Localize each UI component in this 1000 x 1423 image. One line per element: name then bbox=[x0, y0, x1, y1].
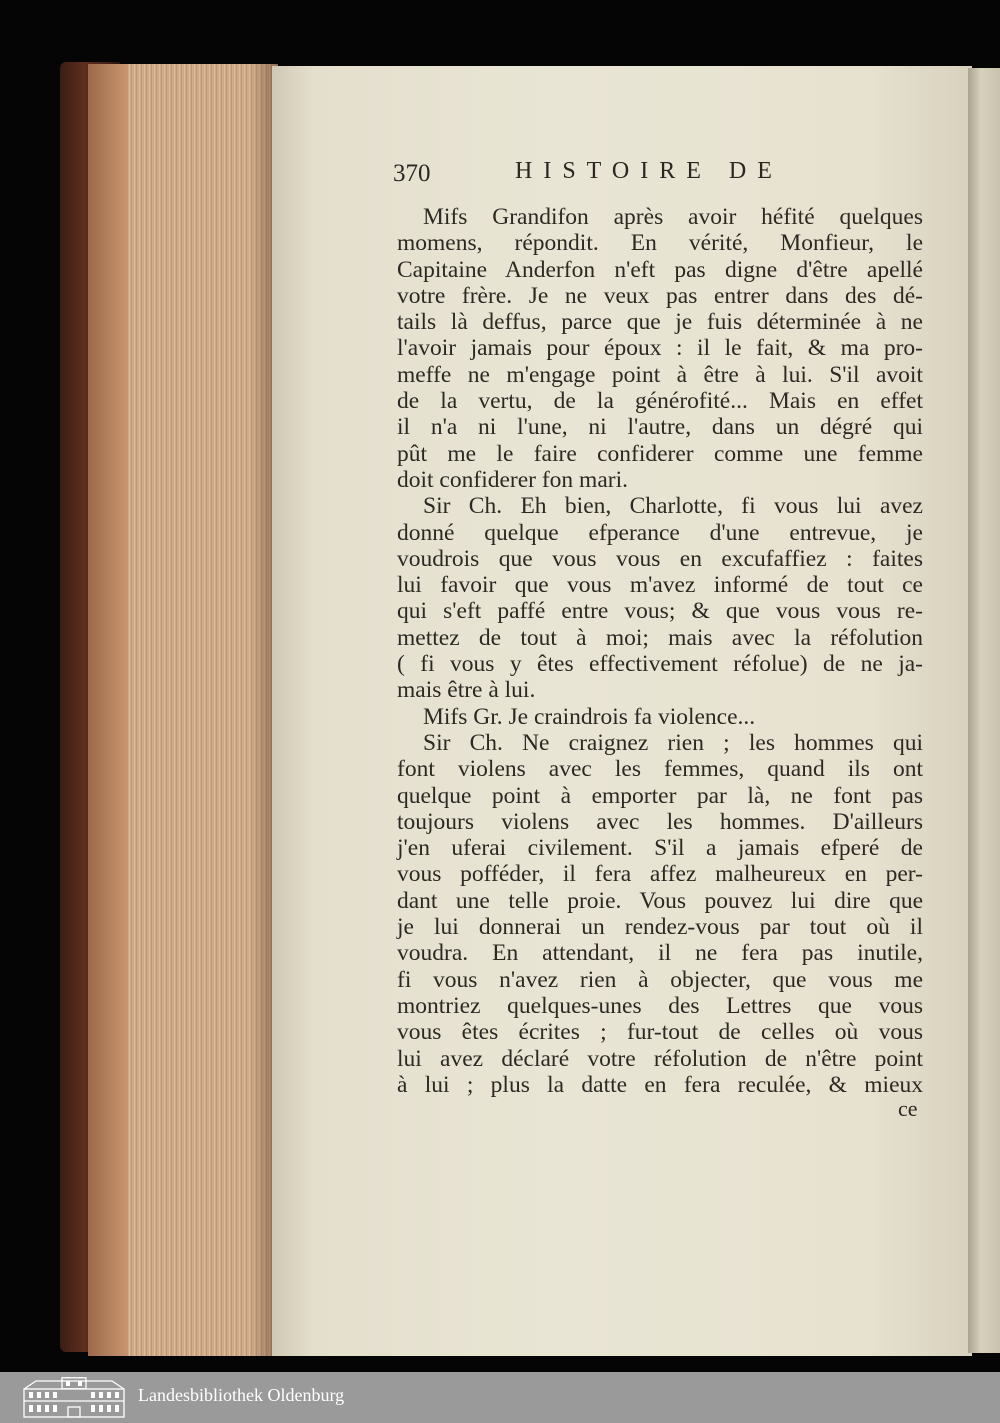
text-line: Capitaine Anderfon n'eft pas digne d'être apellé bbox=[397, 256, 923, 283]
library-name: Landesbibliothek Oldenburg bbox=[138, 1385, 345, 1405]
text-line: meffe ne m'engage point à être à lui. S'il avoit bbox=[397, 361, 923, 388]
text-line: toujours violens avec les hommes. D'ailleurs bbox=[397, 808, 923, 835]
text-line: dant une telle proie. Vous pouvez lui dire que bbox=[397, 887, 923, 914]
library-building-logo bbox=[22, 1377, 126, 1419]
text-line: l'avoir jamais pour époux : il le fait, & ma pro- bbox=[397, 335, 923, 362]
text-line: à lui ; plus la datte en fera reculée, & mieux bbox=[397, 1071, 923, 1098]
text-line: momens, répondit. En vérité, Monfieur, le bbox=[397, 230, 923, 257]
text-line: doit confiderer fon mari. bbox=[397, 466, 628, 493]
page-number: 370 bbox=[393, 160, 431, 187]
text-line: il n'a ni l'une, ni l'autre, dans un dégré qui bbox=[397, 414, 923, 441]
text-line: tails là deffus, parce que je fuis déterminée à ne bbox=[397, 309, 923, 336]
text-line: montriez quelques-unes des Lettres que vous bbox=[397, 992, 923, 1019]
text-line: je lui donnerai un rendez-vous par tout où il bbox=[397, 914, 923, 941]
running-title: HISTOIRE DE bbox=[515, 158, 783, 184]
text-line: Mifs Gr. Je craindrois fa violence... bbox=[423, 703, 756, 730]
text-line: fi vous n'avez rien à objecter, que vous me bbox=[397, 966, 923, 993]
text-line: quelque point à emporter par là, ne font pas bbox=[397, 782, 923, 809]
text-line: ( fi vous y êtes effectivement réfolue) de ne ja- bbox=[397, 651, 923, 678]
text-line: Sir Ch. Eh bien, Charlotte, fi vous lui avez bbox=[423, 493, 923, 520]
body-text bbox=[397, 204, 923, 1098]
text-line: qui s'eft paffé entre vous; & que vous vous re- bbox=[397, 598, 923, 625]
text-line: vous pofféder, il fera affez malheureux en per- bbox=[397, 861, 923, 888]
text-line: donné quelque efperance d'une entrevue, je bbox=[397, 519, 923, 546]
text-line: voudrois que vous vous en excufaffiez : faites bbox=[397, 545, 923, 572]
text-line: Mifs Grandifon après avoir héfité quelques bbox=[423, 204, 923, 230]
text-line: voudra. En attendant, il ne fera pas inutile, bbox=[397, 940, 923, 967]
text-line: pût me le faire confiderer comme une femme bbox=[397, 440, 923, 467]
footer-banner bbox=[0, 1372, 1000, 1423]
text-line: votre frère. Je ne veux pas entrer dans des dé- bbox=[397, 282, 923, 309]
page-header bbox=[393, 158, 933, 192]
text-line: lui favoir que vous m'avez informé de tout ce bbox=[397, 572, 923, 599]
text-line: vous êtes écrites ; fur-tout de celles où vous bbox=[397, 1019, 923, 1046]
text-line: font violens avec les femmes, quand ils ont bbox=[397, 756, 923, 783]
page-edges bbox=[88, 64, 278, 1356]
text-line: de la vertu, de la générofité... Mais en effet bbox=[397, 388, 923, 415]
text-line: mais être à lui. bbox=[397, 677, 536, 704]
text-line: lui avez déclaré votre réfolution de n'être point bbox=[397, 1045, 923, 1072]
text-line: mettez de tout à moi; mais avec la réfolution bbox=[397, 624, 923, 651]
text-line: Sir Ch. Ne craignez rien ; les hommes qui bbox=[423, 729, 923, 756]
next-page-edge bbox=[968, 68, 1000, 1353]
text-line: j'en uferai civilement. S'il a jamais efperé de bbox=[397, 835, 923, 862]
catchword: ce bbox=[898, 1096, 918, 1121]
